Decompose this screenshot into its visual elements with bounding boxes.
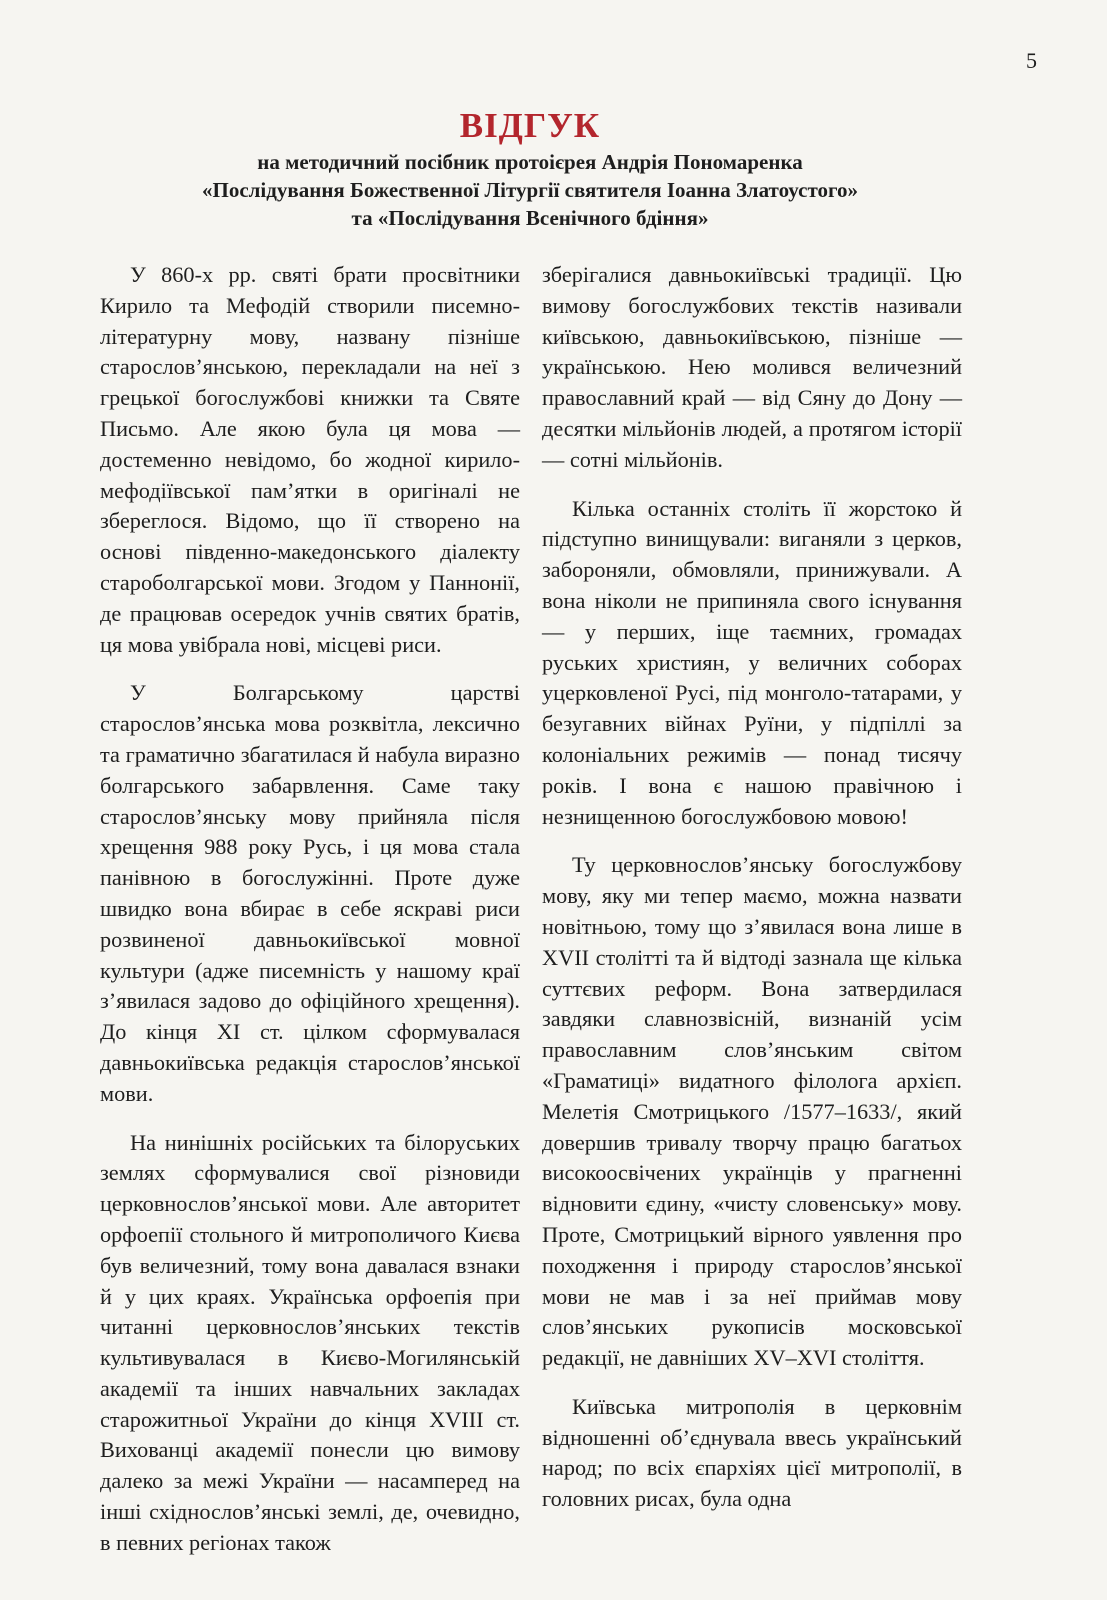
paragraph: У 860-х рр. святі брати просвітники Кирило та Мефодій створили писемно-літературну мову, названу пізніше старослов’янською, перекладали на неї з грецької богослужбові книжки та Святе Письмо. Але якою була ця мова — достеменно невідомо, бо жодної кирило-мефодіївської пам’ятки в оригіналі не збереглося. Відомо, що її створено на основі південно-македонського діалекту староболгарської мови. Згодом у Паннонії, де працював осередок учнів святих братів, ця мова увібрала нові, місцеві риси. bbox=[100, 262, 520, 657]
review-header bbox=[100, 104, 960, 232]
subtitle-line-2: «Послідування Божественної Літургії святителя Іоанна Златоустого» bbox=[202, 178, 858, 202]
paragraph: У Болгарському царстві старослов’янська мова розквітла, лексично та граматично збагатилася й набула виразно болгарського забарвлення. Саме таку старослов’янську мову прийняла після хрещення 988 року Русь, і ця мова стала панівною в богослужінні. Проте дуже швидко вона вбирає в себе яскраві риси розвиненої давньокиївської мовної культури (адже писемність у нашому краї з’явилася задово до офіційного хрещення). До кінця XI ст. цілком сформувалася давньокиївська редакція старослов’янської мови. bbox=[100, 680, 520, 1106]
paragraph: На нинішніх російських та білоруських землях сформувалися свої різновиди церковнослов’янської мови. Але авторитет орфоепії стольного й митрополичого Києва був величезний, тому вона давалася взнаки й у цих краях. Українська орфоепія при читанні церковнослов’янських текстів культивувалася в Києво-Могилянській академії та інших навчальних закладах старожитньої України до кінця XVIII ст. Вихованці академії понесли цю вимову далеко за межі України — насамперед на інші східнослов’янські землі, де, очевидно, в певних регіонах також bbox=[100, 1129, 520, 1555]
subtitle-line-1: на методичний посібник протоієрея Андрія Пономаренка bbox=[257, 150, 803, 174]
paragraph: Ту церковнослов’янську богослужбову мову, яку ми тепер маємо, можна назвати новітньою, тому що з’явилася вона лише в XVII столітті та й відтоді зазнала ще кілька суттєвих реформ. Вона затвердилася завдяки славнозвісній, визнаній усім православним слов’янським світом «Граматиці» видатного філолога архієп. Мелетія Смотрицького /1577–1633/, який довершив тривалу творчу працю багатьох високоосвічених українців у прагненні відновити єдину, «чисту словенську» мову. Проте, Смотрицький вірного уявлення про походження і природу старослов’янської мови не мав і за неї приймав мову слов’янських рукописів московської редакції, не давніших XV–XVI століття. bbox=[542, 852, 962, 1371]
paragraph: Київська митрополія в церковнім відношенні об’єднувала ввесь український народ; по всіх єпархіях цієї митрополії, в головних рисах, була одна bbox=[542, 1393, 962, 1512]
page-number: 5 bbox=[1026, 48, 1037, 73]
paragraph-continuation: зберігалися давньокиївські традиції. Цю вимову богослужбових текстів називали київською, давньокиївською, пізніше — українською. Нею молився величезний православний край — від Сяну до Дону — десятки мільйонів людей, а протягом історії — сотні мільйонів. bbox=[542, 262, 962, 472]
right-column bbox=[542, 260, 962, 1577]
review-title: ВІДГУК bbox=[459, 106, 601, 145]
subtitle-line-3: та «Послідування Всенічного бдіння» bbox=[351, 206, 709, 230]
text-columns bbox=[100, 260, 962, 1577]
left-column bbox=[100, 260, 520, 1577]
paragraph: Кілька останніх століть її жорстоко й підступно винищували: виганяли з церков, забороняли, обмовляли, принижували. А вона ніколи не припиняла свого існування — у перших, іще таємних, громадах руських християн, у величних соборах уцерковленої Русі, під монголо-татарами, у безугавних війнах Руїни, у підпіллі за колоніальних режимів — понад тисячу років. І вона є нашою правічною і незнищенною богослужбовою мовою! bbox=[542, 495, 962, 829]
